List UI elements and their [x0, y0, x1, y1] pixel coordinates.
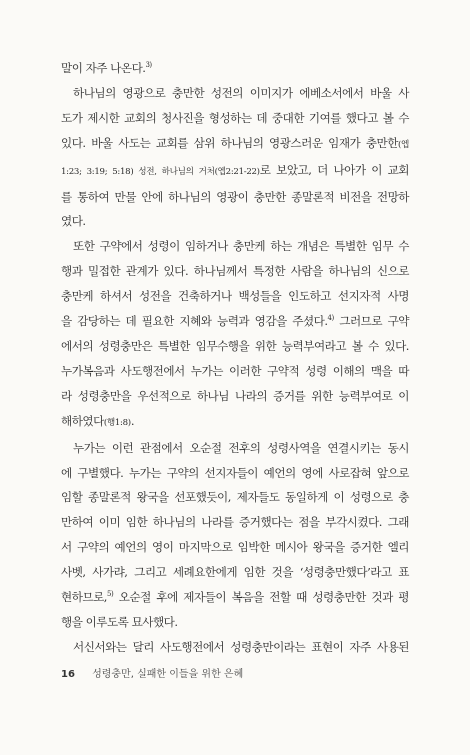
text-line: 서신서와는 달리 사도행전에서 성령충만이라는 표현이 자주 사용된 [73, 639, 409, 654]
text-line: 누가는 이런 관점에서 오순절 전후의 성령사역을 연결시키는 동시 [73, 440, 409, 455]
footnote-marker: 5) [106, 590, 114, 599]
text-line: 1:23; 3:19; 5:18) 성전, 하나님의 거처(엡2:21-22)로 보았고, 더 나아가 이 교회 [61, 162, 409, 177]
text-line: 을 감당하는 데 필요한 지혜와 능력과 영감을 주셨다.$^{4)}$ 그러므로 구약 [61, 314, 409, 329]
text-line: 행과 밀접한 관계가 있다. 하나님께서 특정한 사람을 하나님의 신으로 [61, 264, 409, 279]
text-line: 를 통하여 만물 안에 하나님의 영광이 충만한 종말론적 비전을 전망하 [61, 189, 409, 204]
text-line: 말이 자주 나온다.$^{3)}$ [61, 61, 152, 75]
text-line: 에 구별했다. 누가는 구약의 선지자들이 예언의 영에 사로잡혀 앞으로 [61, 465, 409, 480]
page-footer [61, 665, 243, 680]
text-line: 행을 이루도록 묘사했다. [61, 614, 178, 629]
scripture-reference: 1:23; 3:19; 5:18) 성전, 하나님의 거처 [61, 166, 215, 177]
text-line: 에서의 성령충만은 특별한 임무수행을 위한 능력부여라고 볼 수 있다. [61, 338, 409, 353]
text-line: 또한 구약에서 성령이 임하거나 충만케 하는 개념은 특별한 임무 수 [73, 239, 409, 254]
page-number: 16 [61, 669, 75, 680]
text-line: 였다. [61, 214, 86, 229]
scripture-reference: (엡 [397, 139, 409, 150]
text-line: 도가 제시한 교회의 청사진을 형성하는 데 중대한 기여를 했다고 볼 수 [61, 110, 409, 125]
text-line: 사벳, 사가랴, 그리고 세례요한에게 임한 것을 ‘성령충만했다’라고 표 [61, 565, 409, 580]
body-text [61, 56, 409, 660]
text-line: 서 구약의 예언의 영이 마지막으로 임박한 메시아 왕국을 증거한 엘리 [61, 540, 409, 555]
text-line: 누가복음과 사도행전에서 누가는 이러한 구약적 성령 이해의 맥을 따 [61, 363, 409, 378]
text-line: 해하였다(행1:8). [61, 413, 135, 428]
text-line: 현하므로,$^{5)}$ 오순절 후에 제자들이 복음을 전할 때 성령충만한 것과 평 [61, 590, 409, 605]
text-line: 하나님의 영광으로 충만한 성전의 이미지가 에베소서에서 바울 사 [73, 85, 409, 100]
scripture-reference: (행1:8) [103, 417, 131, 428]
text-line: 임할 종말론적 왕국을 선포했듯이, 제자들도 동일하게 이 성령으로 충 [61, 490, 409, 505]
scripture-reference: (엡2:21-22) [214, 166, 260, 177]
footnote-marker: 3) [145, 61, 152, 69]
running-title: 성령충만, 실패한 이들을 위한 은혜 [92, 669, 244, 680]
text-line: 충만케 하셔서 성전을 건축하거나 백성들을 인도하고 선지자적 사명 [61, 289, 409, 304]
text-line: 만하여 이미 임한 하나님의 나라를 증거했다는 점을 부각시켰다. 그래 [61, 515, 409, 530]
text-line: 있다. 바울 사도는 교회를 삼위 하나님의 영광스러운 임재가 충만한(엡 [61, 135, 409, 150]
text-line: 라 성령충만을 우선적으로 하나님 나라의 증거를 위한 능력부여로 이 [61, 388, 409, 403]
footnote-marker: 4) [327, 314, 334, 323]
